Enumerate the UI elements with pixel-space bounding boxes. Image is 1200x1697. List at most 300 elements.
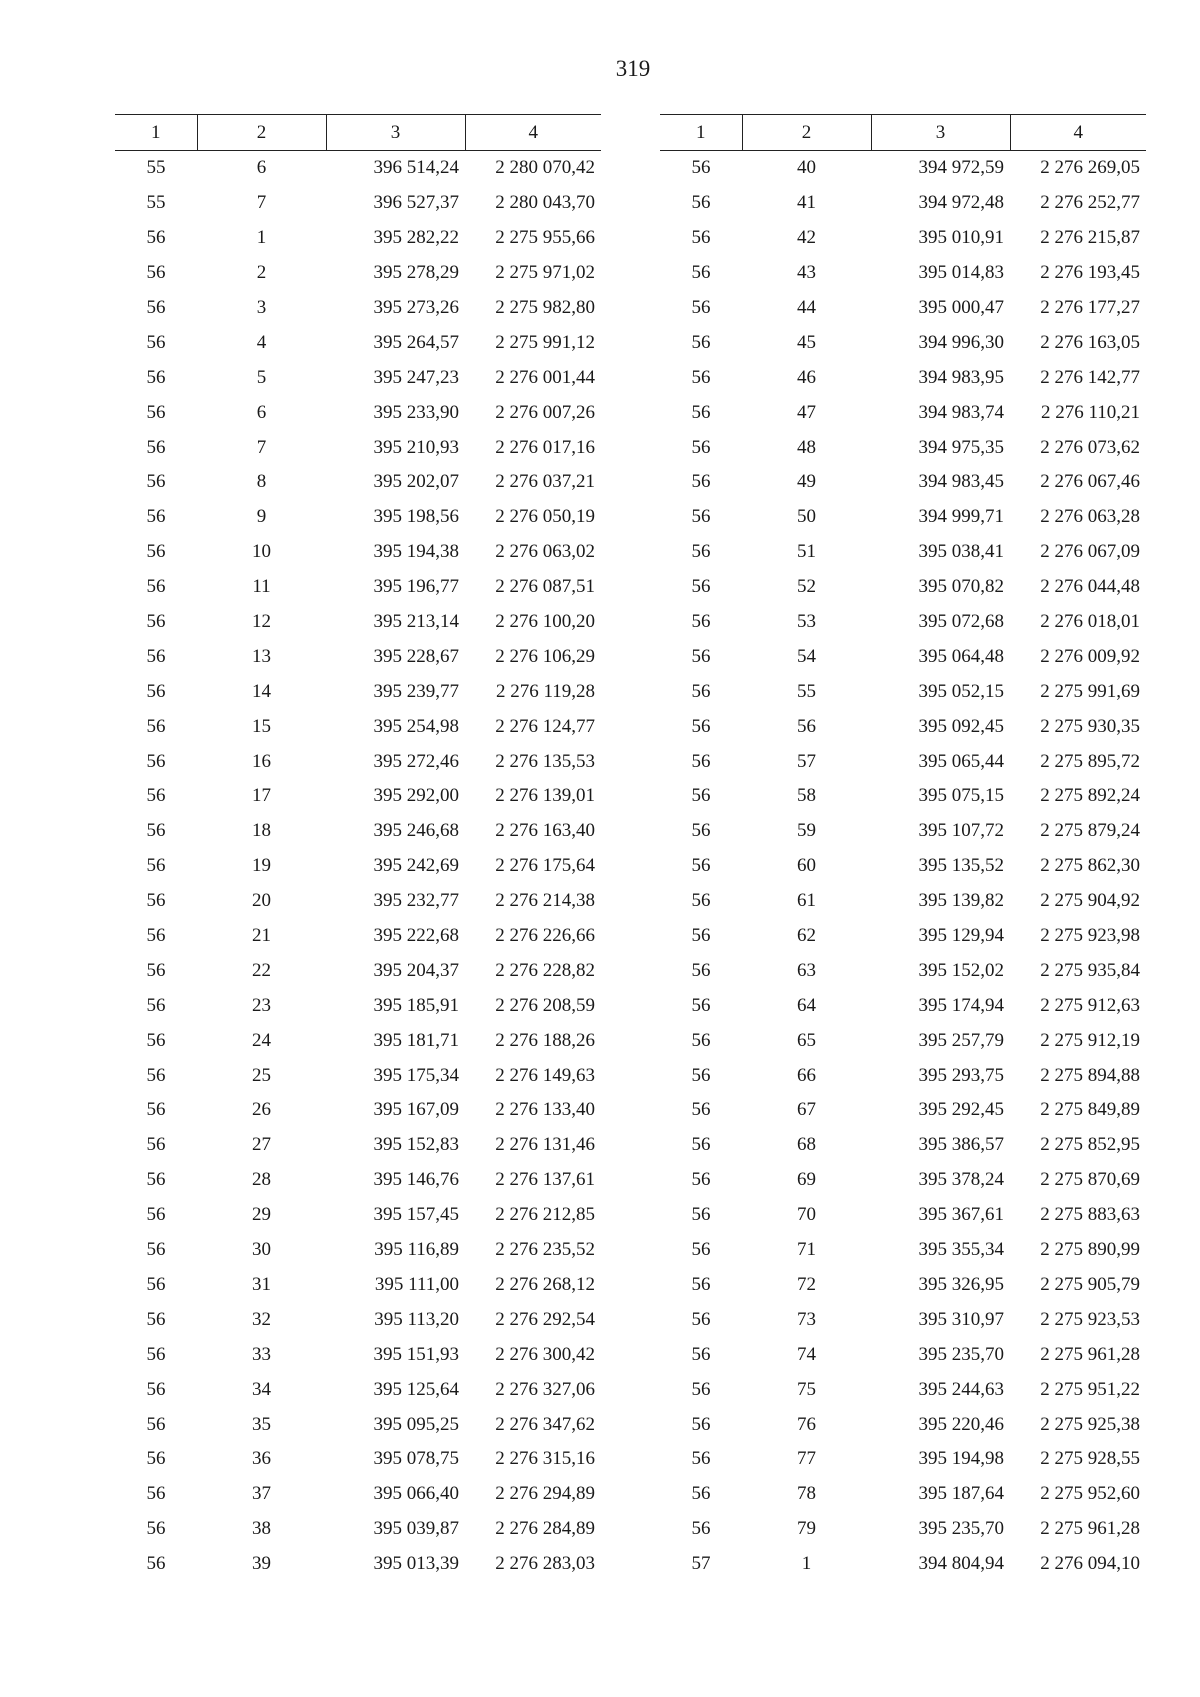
y-coordinate-cell: 2 275 904,92 [1040,890,1140,912]
y-coordinate-cell: 2 276 050,19 [495,506,595,528]
table-row [660,570,1146,605]
point-number-cell: 48 [797,436,816,458]
table-row [660,1023,1146,1058]
x-coordinate-cell: 395 386,57 [918,1134,1004,1156]
point-number-cell: 63 [797,959,816,981]
table-row [115,1093,601,1128]
contour-number-cell: 56 [146,855,166,877]
x-coordinate-cell: 395 222,68 [373,925,459,947]
point-number-cell: 29 [252,1204,271,1226]
x-coordinate-cell: 395 010,91 [918,227,1004,249]
table-row [115,291,601,326]
table-row [660,849,1146,884]
table-row [115,849,601,884]
contour-number-cell: 56 [146,1518,166,1540]
point-number-cell: 18 [252,820,271,842]
y-coordinate-cell: 2 276 327,06 [495,1378,595,1400]
table-row [115,1372,601,1407]
y-coordinate-cell: 2 276 215,87 [1040,227,1140,249]
table-row [660,709,1146,744]
contour-number-cell: 56 [691,1204,711,1226]
y-coordinate-cell: 2 276 214,38 [495,890,595,912]
column-header-1: 1 [115,115,197,151]
y-coordinate-cell: 2 275 928,55 [1040,1448,1140,1470]
y-coordinate-cell: 2 275 890,99 [1040,1239,1140,1261]
point-number-cell: 37 [252,1483,271,1505]
contour-number-cell: 56 [691,890,711,912]
y-coordinate-cell: 2 276 110,21 [1040,401,1140,423]
contour-number-cell: 56 [146,959,166,981]
table-row [115,884,601,919]
point-number-cell: 45 [797,331,816,353]
contour-number-cell: 56 [691,785,711,807]
x-coordinate-cell: 395 278,29 [373,262,459,284]
y-coordinate-cell: 2 276 193,45 [1040,262,1140,284]
table-row [660,639,1146,674]
contour-number-cell: 56 [691,227,711,249]
y-coordinate-cell: 2 276 208,59 [495,994,595,1016]
contour-number-cell: 56 [691,1413,711,1435]
x-coordinate-cell: 394 972,48 [918,192,1004,214]
point-number-cell: 17 [252,785,271,807]
column-header-3: 3 [326,115,465,151]
x-coordinate-cell: 395 273,26 [373,297,459,318]
table-row [660,605,1146,640]
y-coordinate-cell: 2 275 971,02 [495,262,595,284]
y-coordinate-cell: 2 275 961,28 [1040,1518,1140,1540]
point-number-cell: 16 [252,750,271,772]
column-header-2: 2 [197,115,326,151]
point-number-cell: 79 [797,1518,816,1540]
contour-number-cell: 56 [691,157,711,179]
y-coordinate-cell: 2 276 228,82 [495,959,595,981]
table-row [115,360,601,395]
point-number-cell: 41 [797,192,816,214]
table-row [660,988,1146,1023]
x-coordinate-cell: 394 983,74 [918,401,1004,423]
table-row [660,221,1146,256]
table-row [660,395,1146,430]
contour-number-cell: 56 [146,506,166,528]
page-number: 319 [615,56,651,81]
x-coordinate-cell: 395 125,64 [373,1378,459,1400]
x-coordinate-cell: 395 378,24 [918,1169,1004,1191]
contour-number-cell: 56 [146,1413,166,1435]
contour-number-cell: 56 [146,1134,166,1156]
table-row [660,1058,1146,1093]
x-coordinate-cell: 395 014,83 [918,262,1004,284]
y-coordinate-cell: 2 275 894,88 [1040,1064,1140,1086]
point-number-cell: 11 [252,576,271,598]
y-coordinate-cell: 2 276 137,61 [495,1169,595,1191]
table-row [115,1233,601,1268]
table-row [660,1268,1146,1303]
x-coordinate-cell: 395 239,77 [373,680,459,702]
coordinates-table-right [660,114,1146,1582]
contour-number-cell: 56 [146,541,166,563]
y-coordinate-cell: 2 275 862,30 [1040,855,1140,877]
point-number-cell: 24 [252,1029,271,1051]
point-number-cell: 3 [256,297,267,318]
point-number-cell: 62 [797,925,816,947]
point-number-cell: 26 [252,1099,271,1121]
y-coordinate-cell: 2 275 883,63 [1040,1204,1140,1226]
point-number-cell: 51 [797,541,816,563]
x-coordinate-cell: 394 804,94 [918,1553,1004,1575]
y-coordinate-cell: 2 276 007,26 [495,401,595,423]
x-coordinate-cell: 395 052,15 [918,680,1004,702]
table-row [660,744,1146,779]
contour-number-cell: 56 [691,820,711,842]
table-row [115,1547,601,1582]
table-row [115,1163,601,1198]
y-coordinate-cell: 2 276 063,28 [1040,506,1140,528]
y-coordinate-cell: 2 276 188,26 [495,1029,595,1051]
point-number-cell: 67 [797,1099,816,1121]
contour-number-cell: 56 [691,1518,711,1540]
y-coordinate-cell: 2 276 133,40 [495,1099,595,1121]
table-row [115,1512,601,1547]
x-coordinate-cell: 395 194,38 [373,541,459,563]
table-row [115,325,601,360]
y-coordinate-cell: 2 276 044,48 [1040,576,1140,598]
contour-number-cell: 56 [146,1099,166,1121]
point-number-cell: 21 [252,925,271,947]
x-coordinate-cell: 394 999,71 [918,506,1004,528]
table-row [660,1337,1146,1372]
y-coordinate-cell: 2 275 912,19 [1040,1029,1140,1051]
x-coordinate-cell: 395 235,70 [918,1343,1004,1365]
table-row [115,674,601,709]
y-coordinate-cell: 2 276 094,10 [1040,1553,1140,1575]
y-coordinate-cell: 2 276 175,64 [495,855,595,877]
y-coordinate-cell: 2 275 849,89 [1040,1099,1140,1121]
point-number-cell: 70 [797,1204,816,1226]
x-coordinate-cell: 396 527,37 [373,192,459,214]
table-row [660,779,1146,814]
x-coordinate-cell: 395 247,23 [373,366,459,388]
x-coordinate-cell: 394 972,59 [918,157,1004,179]
point-number-cell: 5 [256,366,267,388]
table-row [660,500,1146,535]
contour-number-cell: 56 [146,262,166,284]
contour-number-cell: 56 [691,192,711,214]
y-coordinate-cell: 2 275 930,35 [1040,715,1140,737]
table-row [660,1233,1146,1268]
table-body-left [115,151,601,1582]
contour-number-cell: 56 [146,1169,166,1191]
contour-number-cell: 56 [146,1239,166,1261]
y-coordinate-cell: 2 276 131,46 [495,1134,595,1156]
table-body-right [660,151,1146,1582]
y-coordinate-cell: 2 275 905,79 [1040,1273,1140,1295]
table-row [115,953,601,988]
point-number-cell: 66 [797,1064,816,1086]
x-coordinate-cell: 395 000,47 [918,297,1004,318]
point-number-cell: 31 [252,1273,271,1295]
y-coordinate-cell: 2 280 070,42 [495,157,595,179]
point-number-cell: 8 [256,471,267,493]
table-row [660,535,1146,570]
contour-number-cell: 56 [146,297,166,318]
point-number-cell: 65 [797,1029,816,1051]
contour-number-cell: 56 [691,471,711,493]
x-coordinate-cell: 395 107,72 [918,820,1004,842]
point-number-cell: 2 [256,262,267,284]
table-row [660,919,1146,954]
x-coordinate-cell: 395 095,25 [373,1413,459,1435]
x-coordinate-cell: 395 367,61 [918,1204,1004,1226]
y-coordinate-cell: 2 275 912,63 [1040,994,1140,1016]
y-coordinate-cell: 2 275 991,69 [1040,680,1140,702]
contour-number-cell: 56 [146,401,166,423]
table-row [115,639,601,674]
x-coordinate-cell: 395 070,82 [918,576,1004,598]
table-row [660,953,1146,988]
point-number-cell: 58 [797,785,816,807]
x-coordinate-cell: 395 175,34 [373,1064,459,1086]
column-header-3: 3 [871,115,1010,151]
y-coordinate-cell: 2 276 067,46 [1040,471,1140,493]
table-row [660,1547,1146,1582]
point-number-cell: 1 [256,227,267,249]
point-number-cell: 28 [252,1169,271,1191]
contour-number-cell: 56 [691,541,711,563]
x-coordinate-cell: 395 228,67 [373,645,459,667]
point-number-cell: 59 [797,820,816,842]
point-number-cell: 9 [256,506,267,528]
table-row [115,1268,601,1303]
point-number-cell: 14 [252,680,271,702]
contour-number-cell: 56 [146,611,166,633]
x-coordinate-cell: 395 066,40 [373,1483,459,1505]
table-row [115,1442,601,1477]
point-number-cell: 42 [797,227,816,249]
x-coordinate-cell: 395 233,90 [373,401,459,423]
x-coordinate-cell: 395 072,68 [918,611,1004,633]
x-coordinate-cell: 395 174,94 [918,994,1004,1016]
contour-number-cell: 56 [691,994,711,1016]
x-coordinate-cell: 395 078,75 [373,1448,459,1470]
contour-number-cell: 55 [146,192,166,214]
x-coordinate-cell: 395 194,98 [918,1448,1004,1470]
contour-number-cell: 56 [691,262,711,284]
y-coordinate-cell: 2 276 100,20 [495,611,595,633]
y-coordinate-cell: 2 276 124,77 [495,715,595,737]
x-coordinate-cell: 395 167,09 [373,1099,459,1121]
contour-number-cell: 56 [691,1483,711,1505]
contour-number-cell: 56 [146,890,166,912]
point-number-cell: 32 [252,1308,271,1330]
table-row [115,1058,601,1093]
y-coordinate-cell: 2 276 300,42 [495,1343,595,1365]
y-coordinate-cell: 2 275 961,28 [1040,1343,1140,1365]
contour-number-cell: 56 [691,925,711,947]
point-number-cell: 44 [797,297,816,318]
x-coordinate-cell: 396 514,24 [373,157,459,179]
point-number-cell: 74 [797,1343,816,1365]
x-coordinate-cell: 394 983,45 [918,471,1004,493]
x-coordinate-cell: 395 116,89 [374,1239,459,1261]
point-number-cell: 13 [252,645,271,667]
contour-number-cell: 56 [691,401,711,423]
x-coordinate-cell: 395 196,77 [373,576,459,598]
table-row [115,605,601,640]
y-coordinate-cell: 2 275 925,38 [1040,1413,1140,1435]
y-coordinate-cell: 2 276 142,77 [1040,366,1140,388]
contour-number-cell: 56 [146,1553,166,1575]
point-number-cell: 35 [252,1413,271,1435]
contour-number-cell: 56 [691,1239,711,1261]
point-number-cell: 50 [797,506,816,528]
y-coordinate-cell: 2 276 235,52 [495,1239,595,1261]
contour-number-cell: 56 [146,785,166,807]
contour-number-cell: 56 [146,994,166,1016]
x-coordinate-cell: 395 202,07 [373,471,459,493]
point-number-cell: 39 [252,1553,271,1575]
y-coordinate-cell: 2 276 283,03 [495,1553,595,1575]
table-row [660,1442,1146,1477]
header-row [660,115,1146,151]
x-coordinate-cell: 395 272,46 [373,750,459,772]
table-row [660,325,1146,360]
point-number-cell: 46 [797,366,816,388]
point-number-cell: 55 [797,680,816,702]
point-number-cell: 1 [801,1553,812,1575]
column-header-2: 2 [742,115,871,151]
x-coordinate-cell: 395 187,64 [918,1483,1004,1505]
table-row [115,430,601,465]
y-coordinate-cell: 2 275 955,66 [495,227,595,249]
x-coordinate-cell: 395 220,46 [918,1413,1004,1435]
table-row [660,1512,1146,1547]
contour-number-cell: 56 [146,227,166,249]
contour-number-cell: 55 [146,157,166,179]
point-number-cell: 22 [252,959,271,981]
y-coordinate-cell: 2 276 063,02 [495,541,595,563]
table-row [660,674,1146,709]
table-row [115,1337,601,1372]
y-coordinate-cell: 2 276 106,29 [495,645,595,667]
table-row [115,535,601,570]
x-coordinate-cell: 395 152,02 [918,959,1004,981]
point-number-cell: 72 [797,1273,816,1295]
contour-number-cell: 56 [691,611,711,633]
point-number-cell: 75 [797,1378,816,1400]
y-coordinate-cell: 2 276 037,21 [495,471,595,493]
contour-number-cell: 56 [146,680,166,702]
contour-number-cell: 56 [691,1378,711,1400]
y-coordinate-cell: 2 275 892,24 [1040,785,1140,807]
table-row [660,291,1146,326]
table-row [660,430,1146,465]
contour-number-cell: 56 [691,1308,711,1330]
table-row [115,186,601,221]
point-number-cell: 6 [256,157,267,179]
x-coordinate-cell: 395 326,95 [918,1273,1004,1295]
y-coordinate-cell: 2 275 952,60 [1040,1483,1140,1505]
x-coordinate-cell: 395 111,00 [374,1273,459,1295]
x-coordinate-cell: 394 983,95 [918,366,1004,388]
x-coordinate-cell: 395 152,83 [373,1134,459,1156]
contour-number-cell: 56 [146,1483,166,1505]
point-number-cell: 15 [252,715,271,737]
point-number-cell: 49 [797,471,816,493]
y-coordinate-cell: 2 275 935,84 [1040,959,1140,981]
y-coordinate-cell: 2 276 135,53 [495,750,595,772]
table-row [660,1128,1146,1163]
point-number-cell: 69 [797,1169,816,1191]
table-row [660,465,1146,500]
table-row [660,1407,1146,1442]
table-row [660,1093,1146,1128]
point-number-cell: 52 [797,576,816,598]
point-number-cell: 47 [797,401,816,423]
y-coordinate-cell: 2 276 284,89 [495,1518,595,1540]
point-number-cell: 60 [797,855,816,877]
table-row [115,1198,601,1233]
table-row [115,221,601,256]
y-coordinate-cell: 2 276 347,62 [495,1413,595,1435]
contour-number-cell: 56 [146,366,166,388]
x-coordinate-cell: 395 355,34 [918,1239,1004,1261]
table-row [115,151,601,186]
y-coordinate-cell: 2 275 879,24 [1040,820,1140,842]
x-coordinate-cell: 395 157,45 [373,1204,459,1226]
y-coordinate-cell: 2 276 009,92 [1040,645,1140,667]
point-number-cell: 40 [797,157,816,179]
table-row [660,814,1146,849]
table-row [660,884,1146,919]
table-row [660,256,1146,291]
point-number-cell: 19 [252,855,271,877]
x-coordinate-cell: 395 210,93 [373,436,459,458]
point-number-cell: 76 [797,1413,816,1435]
coordinates-table-left [115,114,601,1582]
x-coordinate-cell: 395 139,82 [918,890,1004,912]
y-coordinate-cell: 2 276 163,40 [495,820,595,842]
point-number-cell: 25 [252,1064,271,1086]
contour-number-cell: 56 [691,1134,711,1156]
column-header-4: 4 [1010,115,1146,151]
table-row [115,256,601,291]
contour-number-cell: 56 [691,366,711,388]
contour-number-cell: 56 [146,925,166,947]
contour-number-cell: 56 [691,297,711,318]
x-coordinate-cell: 395 235,70 [918,1518,1004,1540]
contour-number-cell: 56 [146,1308,166,1330]
x-coordinate-cell: 395 292,00 [373,785,459,807]
y-coordinate-cell: 2 276 212,85 [495,1204,595,1226]
point-number-cell: 23 [252,994,271,1016]
contour-number-cell: 56 [691,1099,711,1121]
y-coordinate-cell: 2 275 852,95 [1040,1134,1140,1156]
point-number-cell: 10 [252,541,271,563]
contour-number-cell: 56 [691,506,711,528]
x-coordinate-cell: 395 246,68 [373,820,459,842]
y-coordinate-cell: 2 276 163,05 [1040,331,1140,353]
point-number-cell: 71 [797,1239,816,1261]
point-number-cell: 6 [256,401,267,423]
point-number-cell: 54 [797,645,816,667]
table-row [115,814,601,849]
x-coordinate-cell: 395 013,39 [373,1553,459,1575]
y-coordinate-cell: 2 275 895,72 [1040,750,1140,772]
x-coordinate-cell: 395 244,63 [918,1378,1004,1400]
contour-number-cell: 56 [691,1448,711,1470]
contour-number-cell: 56 [146,1273,166,1295]
contour-number-cell: 56 [691,1169,711,1191]
